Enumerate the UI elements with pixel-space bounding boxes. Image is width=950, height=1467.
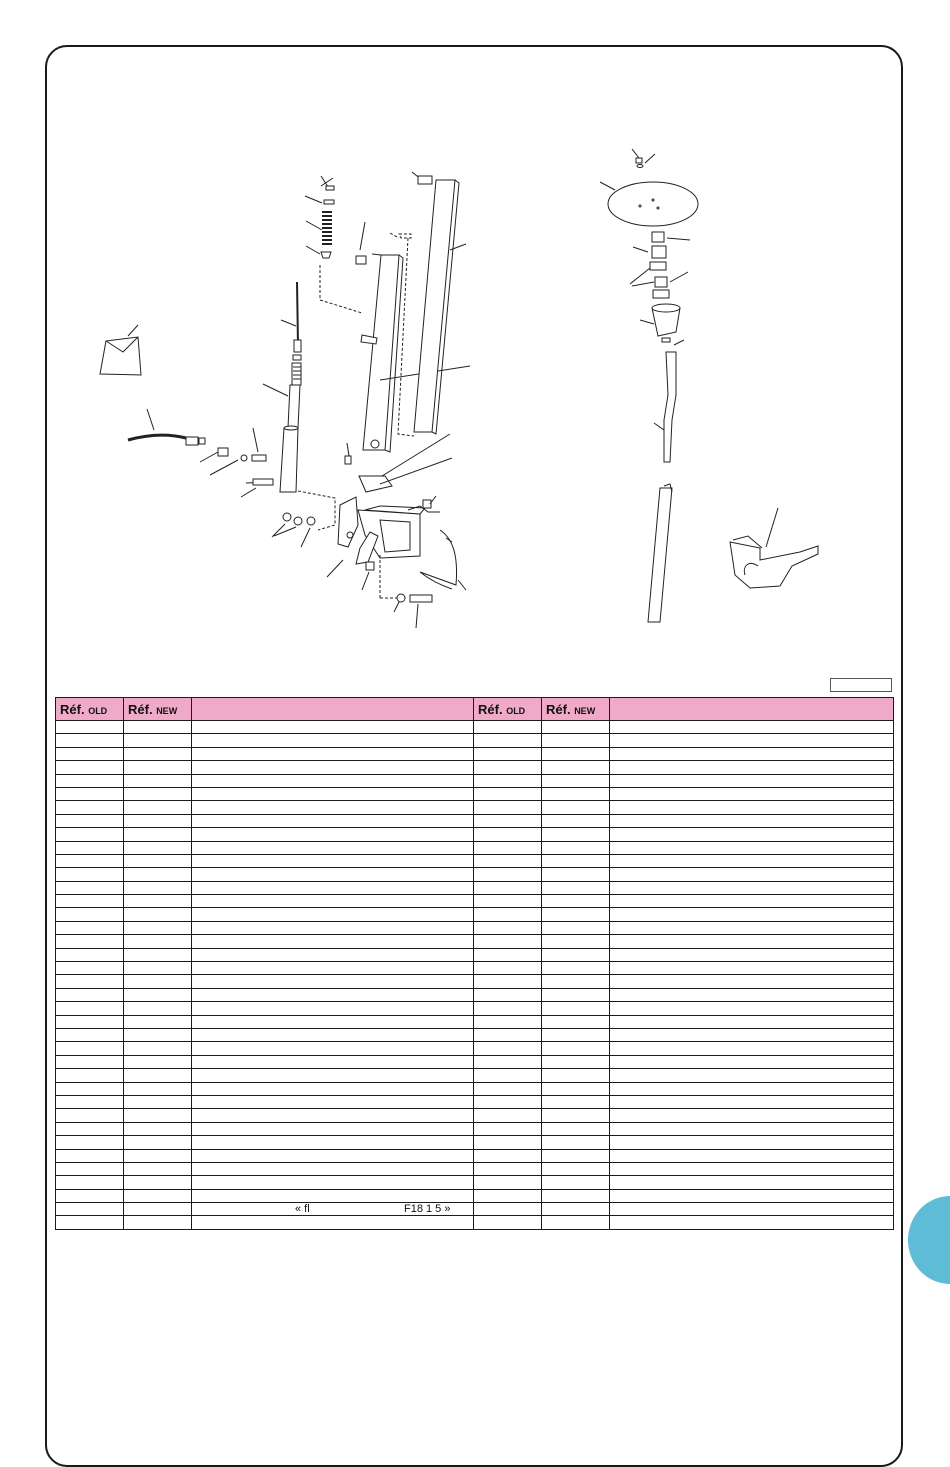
table-cell	[56, 1042, 124, 1055]
table-cell	[192, 948, 474, 961]
table-cell	[56, 895, 124, 908]
table-cell	[192, 1055, 474, 1068]
table-cell	[124, 1203, 192, 1216]
table-cell	[56, 1189, 124, 1202]
table-cell	[192, 1109, 474, 1122]
table-cell	[192, 721, 474, 734]
table-row	[56, 1122, 894, 1135]
table-cell	[474, 1176, 542, 1189]
table-cell	[124, 1055, 192, 1068]
table-row	[56, 828, 894, 841]
table-cell	[192, 881, 474, 894]
table-cell	[542, 1002, 610, 1015]
table-cell	[474, 774, 542, 787]
table-row	[56, 962, 894, 975]
table-cell	[56, 1203, 124, 1216]
table-cell	[542, 787, 610, 800]
table-row	[56, 814, 894, 827]
table-cell	[610, 1042, 894, 1055]
table-cell	[610, 868, 894, 881]
table-cell	[474, 801, 542, 814]
table-row	[56, 1216, 894, 1229]
table-cell	[542, 975, 610, 988]
table-row	[56, 1109, 894, 1122]
header-ref-old-left: Réf. OLD	[56, 698, 124, 721]
table-cell	[192, 1203, 474, 1216]
header-ref-new-right: Réf. NEW	[542, 698, 610, 721]
table-cell	[56, 975, 124, 988]
table-cell	[56, 881, 124, 894]
table-cell	[474, 1122, 542, 1135]
table-cell	[474, 1095, 542, 1108]
table-cell	[610, 1082, 894, 1095]
table-cell	[474, 787, 542, 800]
table-row	[56, 1028, 894, 1041]
table-cell	[56, 1136, 124, 1149]
table-cell	[56, 1082, 124, 1095]
table-cell	[610, 841, 894, 854]
table-row	[56, 1042, 894, 1055]
table-cell	[124, 734, 192, 747]
table-cell	[56, 814, 124, 827]
table-row	[56, 895, 894, 908]
table-cell	[56, 948, 124, 961]
parts-bag	[100, 325, 141, 375]
table-cell	[124, 1122, 192, 1135]
note-text-right: F18 1 5 »	[404, 1203, 451, 1216]
table-cell	[610, 1109, 894, 1122]
table-cell	[610, 1069, 894, 1082]
table-cell	[610, 1095, 894, 1108]
table-cell	[474, 1189, 542, 1202]
table-cell	[192, 1162, 474, 1175]
table-cell	[474, 1216, 542, 1229]
table-cell	[124, 1176, 192, 1189]
table-cell	[56, 774, 124, 787]
table-row	[56, 841, 894, 854]
table-cell	[192, 921, 474, 934]
table-cell	[542, 908, 610, 921]
table-cell	[192, 854, 474, 867]
table-cell	[542, 1136, 610, 1149]
table-cell	[542, 1055, 610, 1068]
table-cell	[124, 881, 192, 894]
table-cell	[124, 721, 192, 734]
table-row	[56, 1189, 894, 1202]
table-cell	[56, 1015, 124, 1028]
table-cell	[56, 721, 124, 734]
table-cell	[192, 734, 474, 747]
table-cell	[474, 1055, 542, 1068]
table-cell	[610, 828, 894, 841]
table-cell	[474, 721, 542, 734]
table-cell	[542, 1109, 610, 1122]
table-cell	[124, 1082, 192, 1095]
table-cell	[474, 881, 542, 894]
table-row	[56, 948, 894, 961]
table-cell	[56, 1216, 124, 1229]
parts-table	[55, 697, 894, 1230]
table-cell	[542, 1203, 610, 1216]
table-cell	[124, 1042, 192, 1055]
table-cell	[56, 854, 124, 867]
table-cell	[474, 1015, 542, 1028]
table-cell	[610, 787, 894, 800]
square-tubes	[320, 172, 470, 464]
table-cell	[474, 828, 542, 841]
table-cell	[474, 975, 542, 988]
table-cell	[542, 761, 610, 774]
table-row	[56, 1176, 894, 1189]
table-cell	[56, 1149, 124, 1162]
table-row	[56, 854, 894, 867]
table-row	[56, 734, 894, 747]
table-header-row	[56, 698, 894, 721]
note-text-left: « fl	[295, 1203, 310, 1216]
table-cell	[192, 1042, 474, 1055]
table-cell	[192, 1149, 474, 1162]
table-cell	[610, 895, 894, 908]
table-cell	[124, 1028, 192, 1041]
table-cell	[124, 854, 192, 867]
table-row	[56, 787, 894, 800]
table-cell	[124, 828, 192, 841]
table-cell	[542, 734, 610, 747]
table-cell	[124, 787, 192, 800]
table-cell	[192, 1189, 474, 1202]
table-cell	[124, 1109, 192, 1122]
table-cell	[542, 935, 610, 948]
table-cell	[474, 921, 542, 934]
table-cell	[192, 868, 474, 881]
table-cell	[610, 1002, 894, 1015]
table-cell	[124, 1002, 192, 1015]
table-cell	[610, 801, 894, 814]
table-cell	[192, 841, 474, 854]
table-cell	[192, 1082, 474, 1095]
table-cell	[542, 1149, 610, 1162]
table-cell	[124, 1095, 192, 1108]
table-cell	[124, 908, 192, 921]
table-cell	[542, 921, 610, 934]
table-row	[56, 868, 894, 881]
table-cell	[542, 828, 610, 841]
table-cell	[542, 962, 610, 975]
table-cell	[192, 828, 474, 841]
table-cell	[56, 1002, 124, 1015]
table-cell	[474, 1069, 542, 1082]
table-cell	[610, 1122, 894, 1135]
table-cell	[474, 854, 542, 867]
table-cell	[56, 787, 124, 800]
table-cell	[192, 1069, 474, 1082]
disc-assembly	[600, 149, 698, 462]
header-ref-new-left: Réf. NEW	[124, 698, 192, 721]
table-row	[56, 1015, 894, 1028]
table-row	[56, 1069, 894, 1082]
table-cell	[610, 962, 894, 975]
table-cell	[192, 1176, 474, 1189]
table-cell	[56, 1095, 124, 1108]
table-cell	[610, 881, 894, 894]
table-row	[56, 921, 894, 934]
table-cell	[542, 1176, 610, 1189]
table-cell	[474, 988, 542, 1001]
table-cell	[124, 895, 192, 908]
table-cell	[474, 1028, 542, 1041]
table-cell	[610, 1136, 894, 1149]
table-cell	[124, 747, 192, 760]
table-cell	[610, 1055, 894, 1068]
table-row	[56, 935, 894, 948]
header-description-left	[192, 698, 474, 721]
section-tab-marker	[908, 1196, 950, 1284]
table-cell	[474, 895, 542, 908]
table-cell	[192, 1015, 474, 1028]
table-row	[56, 774, 894, 787]
table-row	[56, 1149, 894, 1162]
table-cell	[542, 988, 610, 1001]
table-cell	[610, 734, 894, 747]
table-cell	[474, 908, 542, 921]
table-row	[56, 881, 894, 894]
table-cell	[542, 1082, 610, 1095]
table-row	[56, 801, 894, 814]
table-cell	[56, 868, 124, 881]
table-row	[56, 1002, 894, 1015]
base-bracket	[730, 508, 818, 588]
table-cell	[192, 1216, 474, 1229]
table-cell	[56, 1055, 124, 1068]
table-cell	[542, 801, 610, 814]
table-cell	[124, 921, 192, 934]
table-cell	[124, 841, 192, 854]
table-cell	[56, 761, 124, 774]
table-cell	[124, 1216, 192, 1229]
table-cell	[542, 841, 610, 854]
table-cell	[542, 854, 610, 867]
table-cell	[542, 1122, 610, 1135]
table-cell	[474, 962, 542, 975]
table-cell	[124, 774, 192, 787]
table-cell	[474, 1002, 542, 1015]
table-row	[56, 1136, 894, 1149]
table-cell	[610, 1176, 894, 1189]
table-cell	[192, 1122, 474, 1135]
table-cell	[192, 787, 474, 800]
table-row	[56, 988, 894, 1001]
table-cell	[192, 1136, 474, 1149]
table-cell	[124, 1015, 192, 1028]
table-row	[56, 721, 894, 734]
table-cell	[542, 1216, 610, 1229]
table-cell	[474, 1162, 542, 1175]
table-cell	[542, 814, 610, 827]
table-cell	[610, 988, 894, 1001]
table-cell	[474, 814, 542, 827]
table-cell	[56, 828, 124, 841]
table-cell	[124, 1162, 192, 1175]
table-cell	[192, 908, 474, 921]
exploded-parts-diagram	[0, 0, 950, 690]
table-cell	[474, 935, 542, 948]
table-cell	[192, 1002, 474, 1015]
table-cell	[124, 962, 192, 975]
table-cell	[124, 814, 192, 827]
table-cell	[124, 868, 192, 881]
mounting-bracket	[272, 491, 466, 628]
table-cell	[56, 841, 124, 854]
table-cell	[542, 1015, 610, 1028]
table-cell	[124, 948, 192, 961]
table-cell	[192, 935, 474, 948]
table-cell	[474, 1042, 542, 1055]
table-cell	[542, 1028, 610, 1041]
table-cell	[474, 841, 542, 854]
table-cell	[474, 1109, 542, 1122]
header-description-right	[610, 698, 894, 721]
table-row	[56, 1203, 894, 1216]
table-cell	[56, 747, 124, 760]
table-cell	[192, 895, 474, 908]
table-cell	[610, 814, 894, 827]
table-cell	[610, 1015, 894, 1028]
table-cell	[56, 734, 124, 747]
table-cell	[56, 921, 124, 934]
table-cell	[124, 1069, 192, 1082]
table-cell	[542, 881, 610, 894]
table-row	[56, 975, 894, 988]
table-cell	[474, 1203, 542, 1216]
table-cell	[192, 988, 474, 1001]
table-cell	[192, 814, 474, 827]
table-cell	[542, 1189, 610, 1202]
table-row	[56, 1055, 894, 1068]
table-cell	[56, 1122, 124, 1135]
table-row	[56, 1082, 894, 1095]
table-cell	[474, 1082, 542, 1095]
table-cell	[124, 935, 192, 948]
table-cell	[474, 761, 542, 774]
table-cell	[474, 734, 542, 747]
table-cell	[610, 975, 894, 988]
table-cell	[56, 1069, 124, 1082]
table-cell	[474, 948, 542, 961]
table-row	[56, 908, 894, 921]
table-cell	[192, 1028, 474, 1041]
table-cell	[56, 1162, 124, 1175]
table-cell	[610, 908, 894, 921]
table-cell	[610, 1028, 894, 1041]
table-cell	[56, 801, 124, 814]
table-cell	[474, 868, 542, 881]
table-cell	[610, 774, 894, 787]
table-cell	[542, 1069, 610, 1082]
table-cell	[56, 935, 124, 948]
table-cell	[610, 854, 894, 867]
table-cell	[610, 1216, 894, 1229]
table-cell	[542, 1162, 610, 1175]
table-cell	[542, 747, 610, 760]
page-code-box	[830, 678, 892, 692]
table-cell	[542, 868, 610, 881]
table-cell	[124, 761, 192, 774]
table-cell	[542, 895, 610, 908]
table-cell	[542, 721, 610, 734]
table-cell	[56, 988, 124, 1001]
table-cell	[542, 1042, 610, 1055]
table-cell	[192, 774, 474, 787]
table-cell	[56, 1028, 124, 1041]
table-cell	[610, 1149, 894, 1162]
table-cell	[124, 1149, 192, 1162]
table-cell	[610, 935, 894, 948]
table-cell	[192, 747, 474, 760]
table-cell	[192, 962, 474, 975]
table-row	[56, 761, 894, 774]
header-ref-old-right: Réf. OLD	[474, 698, 542, 721]
table-cell	[610, 1162, 894, 1175]
table-row	[56, 1162, 894, 1175]
table-cell	[610, 1203, 894, 1216]
table-cell	[610, 747, 894, 760]
table-cell	[610, 948, 894, 961]
table-cell	[474, 1136, 542, 1149]
table-cell	[124, 975, 192, 988]
table-cell	[542, 774, 610, 787]
table-cell	[192, 975, 474, 988]
lower-pole	[648, 484, 672, 622]
table-cell	[56, 962, 124, 975]
table-cell	[474, 747, 542, 760]
cable	[128, 409, 266, 475]
table-cell	[192, 1095, 474, 1108]
table-cell	[610, 921, 894, 934]
table-cell	[192, 761, 474, 774]
table-cell	[610, 1189, 894, 1202]
table-cell	[124, 801, 192, 814]
table-cell	[56, 1109, 124, 1122]
table-cell	[542, 948, 610, 961]
table-cell	[124, 1189, 192, 1202]
spring-rod-assembly	[241, 176, 334, 497]
table-cell	[610, 761, 894, 774]
table-cell	[56, 1176, 124, 1189]
table-cell	[124, 1136, 192, 1149]
table-cell	[192, 801, 474, 814]
table-cell	[610, 721, 894, 734]
table-cell	[124, 988, 192, 1001]
table-row	[56, 1095, 894, 1108]
table-cell	[542, 1095, 610, 1108]
table-cell	[474, 1149, 542, 1162]
table-row	[56, 747, 894, 760]
table-cell	[56, 908, 124, 921]
